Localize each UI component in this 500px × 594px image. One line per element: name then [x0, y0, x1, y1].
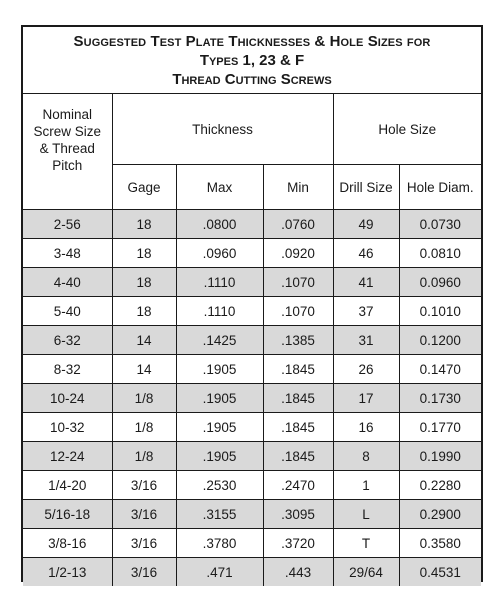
cell-screw-size: 6-32 [23, 326, 112, 355]
cell-max: .1905 [176, 442, 263, 471]
cell-min: .2470 [263, 471, 333, 500]
cell-min: .1845 [263, 442, 333, 471]
cell-gage: 18 [112, 268, 176, 297]
table-row [23, 471, 481, 500]
cell-min: .443 [263, 558, 333, 587]
cell-min: .1385 [263, 326, 333, 355]
table-row [23, 326, 481, 355]
cell-max: .3155 [176, 500, 263, 529]
cell-screw-size: 2-56 [23, 210, 112, 239]
table-row [23, 210, 481, 239]
cell-hole-diam: 0.3580 [399, 529, 481, 558]
cell-min: .1845 [263, 413, 333, 442]
cell-gage: 14 [112, 355, 176, 384]
cell-drill-size: 29/64 [333, 558, 399, 587]
cell-drill-size: 37 [333, 297, 399, 326]
cell-drill-size: 49 [333, 210, 399, 239]
cell-hole-diam: 0.1010 [399, 297, 481, 326]
cell-max: .0800 [176, 210, 263, 239]
header-hole-diam: Hole Diam. [399, 165, 481, 210]
title-line-2: Types 1, 23 & F [199, 51, 305, 69]
cell-max: .1110 [176, 297, 263, 326]
cell-max: .1905 [176, 384, 263, 413]
cell-max: .1905 [176, 355, 263, 384]
cell-hole-diam: 0.0810 [399, 239, 481, 268]
cell-gage: 18 [112, 210, 176, 239]
screw-size-table [23, 94, 481, 586]
table-body [23, 210, 481, 587]
cell-drill-size: 1 [333, 471, 399, 500]
cell-max: .1110 [176, 268, 263, 297]
cell-drill-size: L [333, 500, 399, 529]
cell-gage: 18 [112, 297, 176, 326]
cell-hole-diam: 0.4531 [399, 558, 481, 587]
cell-hole-diam: 0.1730 [399, 384, 481, 413]
cell-min: .1070 [263, 297, 333, 326]
cell-screw-size: 12-24 [23, 442, 112, 471]
cell-gage: 18 [112, 239, 176, 268]
title-line-1: Suggested Test Plate Thicknesses & Hole Sizes for [73, 32, 431, 50]
cell-gage: 14 [112, 326, 176, 355]
header-max: Max [176, 165, 263, 210]
table-row [23, 239, 481, 268]
cell-drill-size: 31 [333, 326, 399, 355]
cell-max: .0960 [176, 239, 263, 268]
cell-max: .1425 [176, 326, 263, 355]
cell-screw-size: 3/8-16 [23, 529, 112, 558]
cell-hole-diam: 0.2900 [399, 500, 481, 529]
cell-gage: 3/16 [112, 500, 176, 529]
cell-hole-diam: 0.2280 [399, 471, 481, 500]
cell-gage: 1/8 [112, 384, 176, 413]
table-title [23, 27, 481, 94]
header-min: Min [263, 165, 333, 210]
cell-drill-size: 17 [333, 384, 399, 413]
cell-max: .2530 [176, 471, 263, 500]
cell-hole-diam: 0.1990 [399, 442, 481, 471]
cell-gage: 3/16 [112, 558, 176, 587]
cell-hole-diam: 0.1200 [399, 326, 481, 355]
cell-drill-size: 8 [333, 442, 399, 471]
cell-screw-size: 10-32 [23, 413, 112, 442]
cell-drill-size: 41 [333, 268, 399, 297]
cell-min: .1070 [263, 268, 333, 297]
cell-screw-size: 1/2-13 [23, 558, 112, 587]
cell-max: .471 [176, 558, 263, 587]
header-nominal-screw-size [23, 94, 112, 210]
cell-screw-size: 5/16-18 [23, 500, 112, 529]
title-line-3: Thread Cutting Screws [172, 70, 332, 88]
cell-min: .3720 [263, 529, 333, 558]
table-row [23, 297, 481, 326]
table-row [23, 268, 481, 297]
table-row [23, 413, 481, 442]
table-row [23, 500, 481, 529]
cell-screw-size: 1/4-20 [23, 471, 112, 500]
cell-drill-size: 16 [333, 413, 399, 442]
cell-hole-diam: 0.0730 [399, 210, 481, 239]
cell-min: .1845 [263, 384, 333, 413]
cell-gage: 3/16 [112, 529, 176, 558]
cell-drill-size: T [333, 529, 399, 558]
cell-min: .3095 [263, 500, 333, 529]
header-gage: Gage [112, 165, 176, 210]
screw-table-sheet [21, 25, 483, 582]
table-row [23, 558, 481, 587]
cell-screw-size: 8-32 [23, 355, 112, 384]
cell-max: .1905 [176, 413, 263, 442]
cell-hole-diam: 0.1770 [399, 413, 481, 442]
header-drill-size: Drill Size [333, 165, 399, 210]
header-nominal-line-2: Screw Size [33, 124, 102, 139]
cell-gage: 1/8 [112, 413, 176, 442]
header-hole-size: Hole Size [333, 94, 481, 165]
header-thickness: Thickness [112, 94, 333, 165]
header-nominal-line-3: & Thread [39, 141, 95, 156]
cell-drill-size: 26 [333, 355, 399, 384]
table-row [23, 384, 481, 413]
cell-hole-diam: 0.1470 [399, 355, 481, 384]
table-row [23, 442, 481, 471]
table-row [23, 529, 481, 558]
header-nominal-line-4: Pitch [52, 158, 83, 173]
cell-min: .1845 [263, 355, 333, 384]
cell-gage: 1/8 [112, 442, 176, 471]
cell-min: .0760 [263, 210, 333, 239]
cell-screw-size: 3-48 [23, 239, 112, 268]
cell-screw-size: 10-24 [23, 384, 112, 413]
header-row-top [23, 94, 481, 165]
cell-hole-diam: 0.0960 [399, 268, 481, 297]
table-row [23, 355, 481, 384]
cell-drill-size: 46 [333, 239, 399, 268]
cell-screw-size: 4-40 [23, 268, 112, 297]
cell-min: .0920 [263, 239, 333, 268]
cell-screw-size: 5-40 [23, 297, 112, 326]
header-nominal-line-1: Nominal [42, 107, 93, 122]
cell-max: .3780 [176, 529, 263, 558]
cell-gage: 3/16 [112, 471, 176, 500]
